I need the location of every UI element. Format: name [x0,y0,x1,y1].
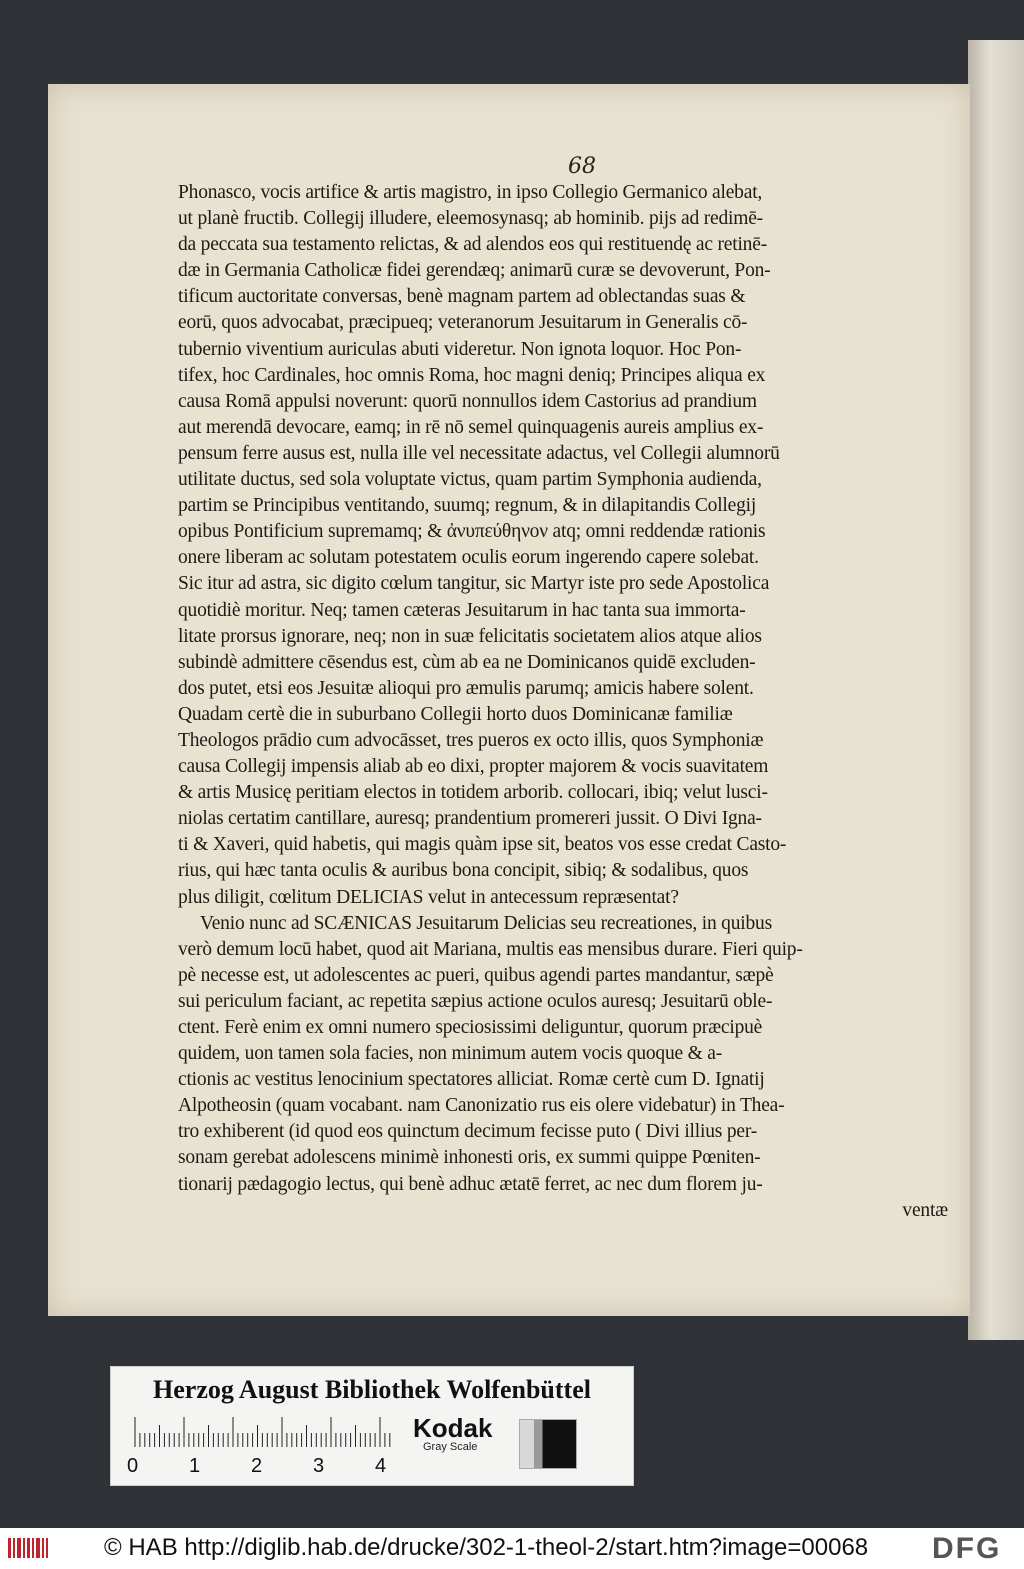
text-line: ctionis ac vestitus lenocinium spectatores alliciat. Romæ certè cum D. Ignatij [178,1069,765,1091]
ruler-number: 1 [189,1455,201,1477]
library-color-card [110,1366,634,1486]
text-line: sui periculum faciant, ac repetita sæpius actione oculos auresq; Jesuitarū oble- [178,990,773,1012]
barcode-icon [6,1534,50,1562]
text-line: tionarij pædagogio lectus, qui benè adhuc ætatē ferret, ac nec dum florem ju- [178,1173,763,1195]
text-line: causa Romā appulsi noverunt: quorū nonnullos idem Castorius ad prandium [178,390,757,412]
text-line: verò demum locū habet, quod ait Mariana, multis eas mensibus durare. Fieri quip- [178,938,803,960]
text-line: Theologos prādio cum advocāsset, tres pueros ex octo illis, quos Symphoniæ [178,729,764,751]
text-line: Sic itur ad astra, sic digito cœlum tangitur, sic Martyr iste pro sede Apostolica [178,573,770,595]
text-line: subindè admittere cēsendus est, cùm ab ea ne Dominicanos quidē excluden- [178,651,756,673]
text-line: utilitate ductus, sed sola voluptate victus, quam partim Symphonia audienda, [178,469,762,491]
text-line: rius, qui hæc tanta oculis & auribus bona concipit, sibiq; & sodalibus, quos [178,860,749,882]
text-line: ventæ [902,1199,948,1221]
text-line: Venio nunc ad SCÆNICAS Jesuitarum Delicias seu recreationes, in quibus [200,912,772,934]
text-line: Alpotheosin (quam vocabant. nam Canonizatio rus eis olere videbatur) in Thea- [178,1095,785,1117]
page-text-block [178,180,948,1224]
adjacent-page-edge [968,40,1024,1340]
text-line: opibus Pontificium supremamq; & ἀνυπεύθηνον atq; omni reddendæ rationis [178,521,766,543]
text-line: tubernio viventium auriculas abuti videretur. Non ignota loquor. Hoc Pon- [178,338,742,360]
text-line: sonam gerebat adolescens minimè inhonesti oris, ex summi quippe Pœniten- [178,1147,761,1169]
page-number: 68 [568,154,596,179]
ruler-number: 4 [375,1455,387,1477]
text-line: tificum auctoritate conversas, benè magnam partem ad oblectandas suas & [178,286,746,308]
ruler-number: 2 [251,1455,263,1477]
text-line: ti & Xaveri, quid habetis, qui magis quàm ipse sit, beatos vos esse credat Casto- [178,834,787,856]
text-line: tro exhiberent (id quod eos quinctum decimum fecisse puto ( Divi illius per- [178,1121,758,1143]
text-line: pensum ferre ausus est, nulla ille vel necessitate adactus, vel Collegii alumnorū [178,442,780,464]
text-line: dæ in Germania Catholicæ fidei gerendæq; animarū curæ se devoverunt, Pon- [178,260,771,282]
text-line: quidem, uon tamen sola facies, non minimum autem vocis quoque & a- [178,1043,723,1065]
dfg-logo: DFG [932,1532,1002,1565]
text-line: causa Collegij impensis aliab ab eo dixi, propter majorem & vocis suavitatem [178,756,769,778]
text-line: da peccata sua testamento relictas, & ad alendos eos qui restituendę ac retinē- [178,234,767,256]
gray-scale-label: Gray Scale [423,1441,478,1453]
text-line: onere liberam ac solutam potestatem oculis eorum ingerendo capere solebat. [178,547,759,569]
text-line: litate prorsus ignorare, neq; non in suæ felicitatis societatem alios atque alios [178,625,762,647]
text-line: ctent. Ferè enim ex omni numero speciosissimi deliguntur, quorum præcipuè [178,1017,763,1038]
ruler-number: 0 [127,1455,139,1477]
text-line: eorū, quos advocabat, præcipueq; veteranorum Jesuitarum in Generalis cō- [178,312,748,334]
library-name: Herzog August Bibliothek Wolfenbüttel [153,1375,591,1404]
text-line: pè necesse est, ut adolescentes ac pueri, quibus agendi partes mandantur, sæpè [178,964,774,986]
gray-scale-patch [519,1419,577,1469]
text-line: dos putet, etsi eos Jesuitæ alioqui pro æmulis parumq; amicis habere solent. [178,677,754,699]
kodak-logo: Kodak [413,1413,493,1443]
footer-bar [0,1528,1024,1569]
text-line: niolas certatim cantillare, auresq; prandentium promereri jussit. O Divi Igna- [178,808,762,830]
book-page [48,84,970,1316]
text-line: aut merendā devocare, eamq; in rē nō semel quinquagenis aureis amplius ex- [178,416,764,438]
text-line: & artis Musicę peritiam electos in totidem arborib. collocari, ibiq; velut lusci- [178,782,768,804]
ruler-number: 3 [313,1455,325,1477]
text-line: plus diligit, cœlitum DELICIAS velut in antecessum repræsentat? [178,886,679,908]
ruler-scale [133,1417,393,1447]
text-line: quotidiè moritur. Neq; tamen cæteras Jesuitarum in hac tanta sua immorta- [178,599,746,621]
text-line: Quadam certè die in suburbano Collegii horto duos Dominicanæ familiæ [178,703,733,725]
text-line: partim se Principibus ventitando, suumq; regnum, & in dilapitandis Collegij [178,495,757,517]
text-line: tifex, hoc Cardinales, hoc omnis Roma, hoc magni deniq; Principes aliqua ex [178,364,766,386]
text-line: Phonasco, vocis artifice & artis magistro, in ipso Collegio Germanico alebat, [178,182,763,203]
text-line: ut planè fructib. Collegij illudere, eleemosynasq; ab hominib. pijs ad redimē- [178,208,763,230]
ruler-numbers [127,1455,407,1479]
copyright-url[interactable]: © HAB http://diglib.hab.de/drucke/302-1-theol-2/start.htm?image=00068 [104,1534,869,1561]
